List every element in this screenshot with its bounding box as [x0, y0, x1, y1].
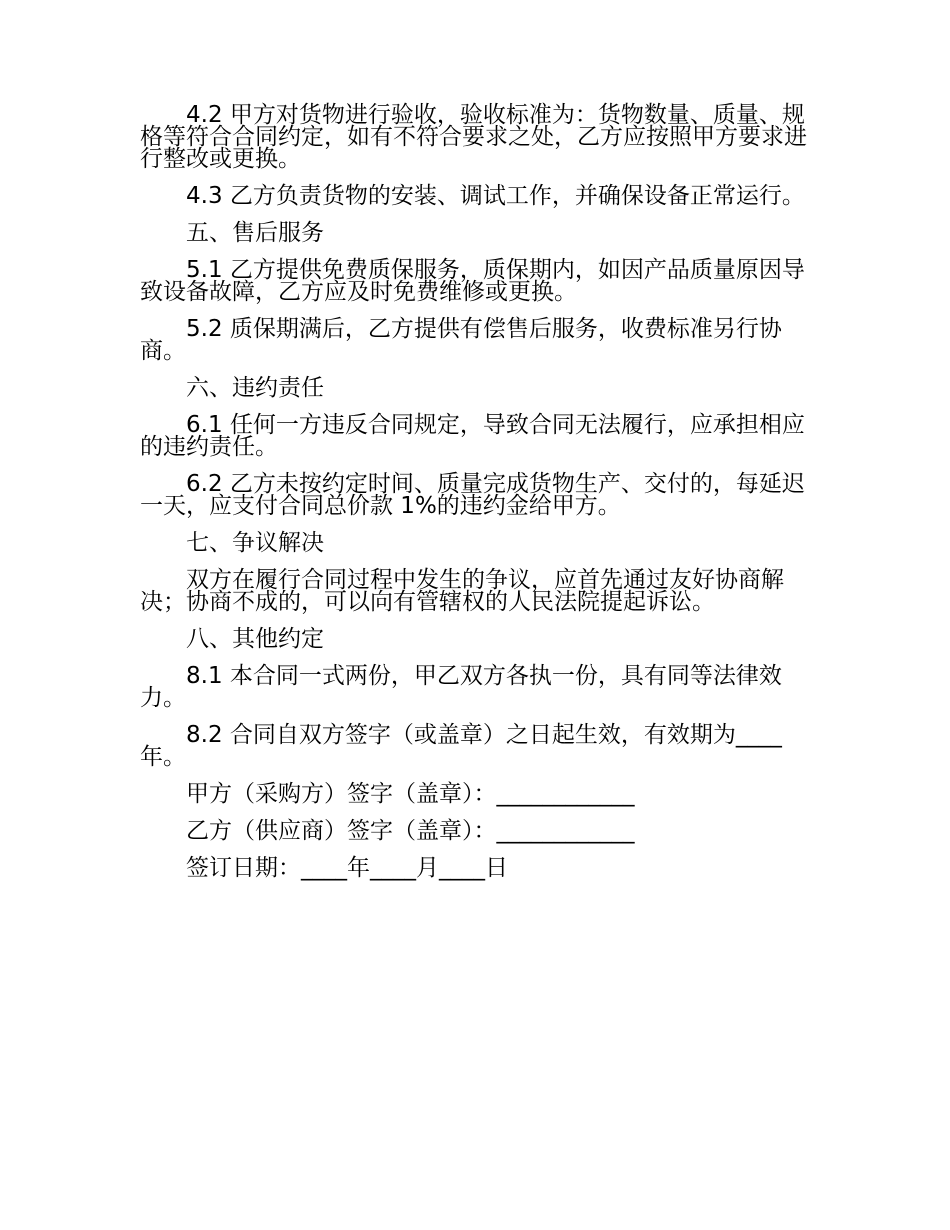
clause-7-body: 双方在履行合同过程中发生的争议，应首先通过友好协商解决；协商不成的，可以向有管辖权的人民法院提起诉讼。	[140, 567, 784, 615]
clause-5-2: 5.2 质保期满后，乙方提供有偿售后服务，收费标准另行协商。	[140, 316, 782, 364]
clause-6-2: 6.2 乙方未按约定时间、质量完成货物生产、交付的，每延迟一天，应支付合同总价款 1%的违约金给甲方。	[140, 471, 805, 519]
clause-5-1: 5.1 乙方提供免费质保服务，质保期内，如因产品质量原因导致设备故障，乙方应及时免费维修或更换。	[140, 257, 805, 305]
signature-party-b: 乙方（供应商）签字（盖章）：____________	[186, 818, 635, 844]
clause-4-3: 4.3 乙方负责货物的安装、调试工作，并确保设备正常运行。	[186, 183, 805, 209]
signing-date: 签订日期：____年____月____日	[186, 855, 508, 881]
clause-6-1: 6.1 任何一方违反合同规定，导致合同无法履行，应承担相应的违约责任。	[140, 412, 805, 460]
section-heading-7: 七、争议解决	[186, 530, 324, 556]
clause-4-2: 4.2 甲方对货物进行验收，验收标准为：货物数量、质量、规格等符合合同约定，如有不符合要求之处，乙方应按照甲方要求进行整改或更换。	[140, 102, 807, 172]
clause-8-1: 8.1 本合同一式两份，甲乙双方各执一份，具有同等法律效力。	[140, 663, 782, 711]
section-heading-8: 八、其他约定	[186, 626, 324, 652]
document-page	[140, 104, 810, 894]
section-heading-5: 五、售后服务	[186, 220, 324, 246]
signature-party-a: 甲方（采购方）签字（盖章）：____________	[186, 781, 635, 807]
section-heading-6: 六、违约责任	[186, 375, 324, 401]
clause-8-2: 8.2 合同自双方签字（或盖章）之日起生效，有效期为____年。	[140, 722, 782, 770]
